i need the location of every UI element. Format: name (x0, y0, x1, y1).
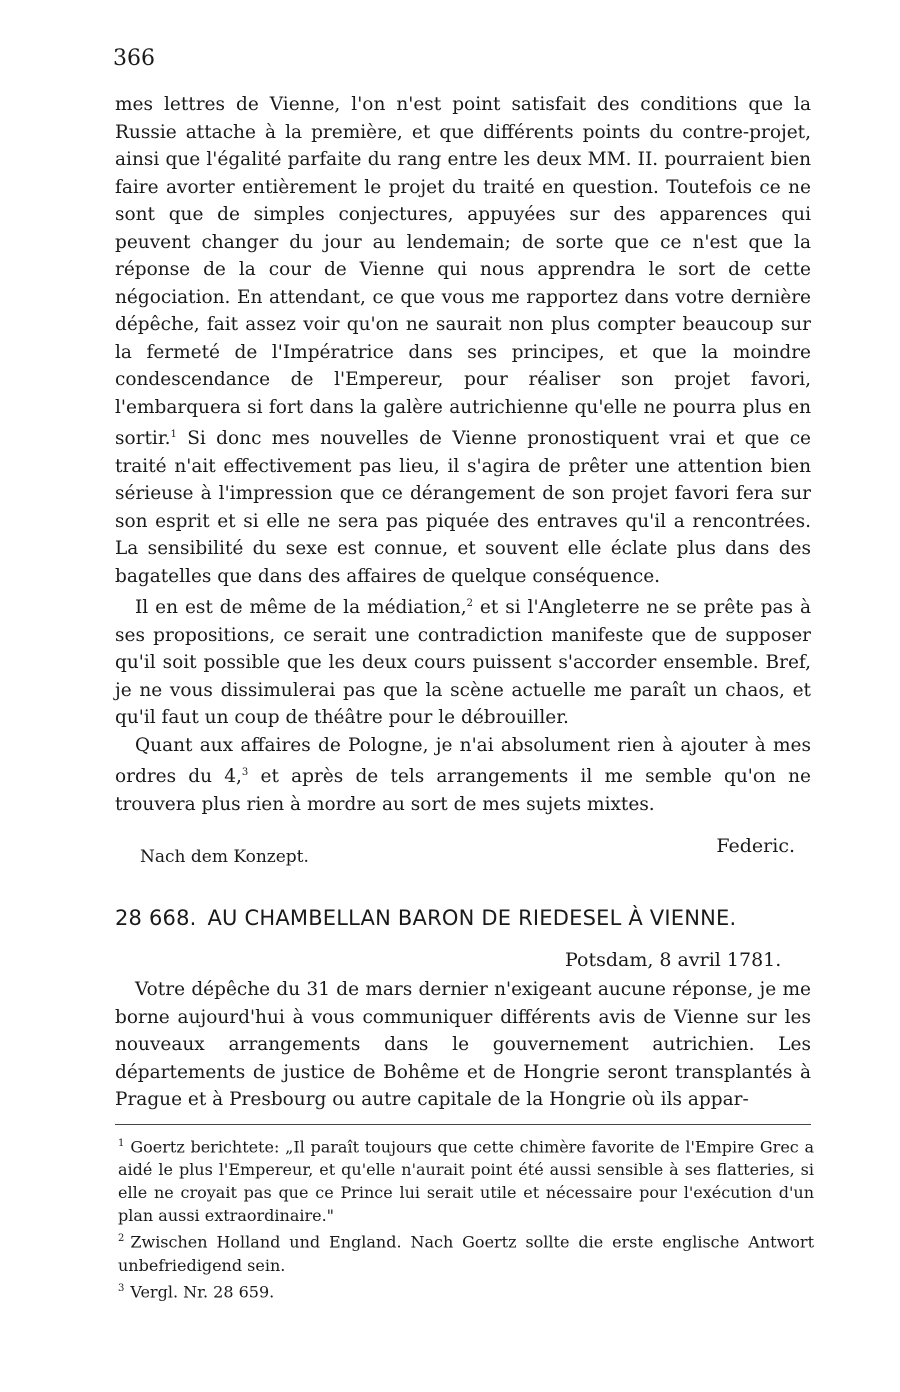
paragraph-1-text: mes lettres de Vienne, l'on n'est point satisfait des conditions que la Russie attache à la première, et que différents points du contre-projet, ainsi que l'égalité parfaite du rang entre les deux MM. II. pourraient bien faire avorter entièrement le projet du traité en question. Toutefois ce ne sont que de simples conjectures, appuyées sur des apparences qui peuvent changer du jour au lendemain; de sorte que ce n'est que la réponse de la cour de Vienne qui nous apprendra le sort de cette négociation. En attendant, ce que vous me rapportez dans votre dernière dépêche, fait assez voir qu'on ne saurait non plus compter beaucoup sur la fermeté de l'Impératrice dans ses principes, et que la moindre condescendance de l'Empereur, pour réaliser son projet favori, l'embarquera si fort dans la galère autrichienne qu'elle ne pourra plus en sortir. (115, 94, 811, 450)
paragraph-1-continued: Si donc mes nouvelles de Vienne pronostiquent vrai et que ce traité n'ait effectivement pas lieu, il s'agira de prêter une attention bien sérieuse à l'impression que ce dérangement de son projet favori fera sur son esprit et si elle ne sera pas piquée des entraves qu'il a rencontrées. La sensibilité du sexe est connue, et souvent elle éclate plus dans des bagatelles que dans des affaires de quelque conséquence. (115, 428, 811, 587)
paragraph-3 (115, 732, 811, 819)
paragraph-2-text-a: Il en est de même de la médiation, (135, 597, 467, 619)
footnote-3-mark: 3 (118, 1282, 125, 1294)
footnote-1 (118, 1132, 814, 1227)
paragraph-3-text-a: Quant aux affaires de Pologne, je n'ai absolument rien à ajouter à mes ordres du 4, (115, 734, 811, 788)
paragraph-3-text-b: et après de tels arrangements il me semble qu'on ne trouvera plus rien à mordre au sort de mes sujets mixtes. (115, 766, 811, 815)
paragraph-2 (115, 590, 811, 732)
letter-heading (115, 906, 736, 930)
page-number: 366 (113, 46, 155, 71)
footnote-separator (115, 1124, 811, 1125)
footnote-2-mark: 2 (118, 1233, 125, 1245)
letter-continuation (115, 91, 811, 818)
footnote-3 (118, 1277, 814, 1303)
footnote-ref-3: 3 (241, 767, 249, 779)
letter-number: 28 668. (115, 906, 197, 930)
footnote-1-mark: 1 (118, 1138, 125, 1149)
paragraph-1 (115, 91, 811, 590)
footnote-ref-2: 2 (466, 598, 473, 610)
dateline: Potsdam, 8 avril 1781. (565, 949, 782, 971)
source-note: Nach dem Konzept. (140, 847, 309, 867)
letter-body (115, 976, 811, 1114)
footnote-ref-1: 1 (170, 429, 177, 440)
footnote-2-text: Zwischen Holland und England. Nach Goertz sollte die erste englische Antwort unbefriedigend sein. (118, 1232, 814, 1275)
letter-title: AU CHAMBELLAN BARON DE RIEDESEL À VIENNE. (207, 906, 737, 930)
footnote-2 (118, 1227, 814, 1276)
signature: Federic. (716, 835, 795, 857)
footnotes (118, 1132, 814, 1303)
paragraph-2-text-b: et si l'Angleterre ne se prête pas à ses propositions, ce serait une contradiction manifeste que de supposer qu'il soit possible que les deux cours puissent s'accorder ensemble. Bref, je ne vous dissimulerai pas que la scène actuelle me paraît un chaos, et qu'il faut un coup de théâtre pour le débrouiller. (115, 597, 812, 729)
footnote-3-text: Vergl. Nr. 28 659. (130, 1281, 275, 1301)
footnote-1-text: Goertz berichtete: „Il paraît toujours que cette chimère favorite de l'Empire Grec a aidé le plus l'Empereur, et qu'elle n'aurait point été aussi sensible à ses flatteries, si elle ne croyait pas que ce Prince lui serait utile et nécessaire pour l'exécution d'un plan aussi extraordinaire." (118, 1137, 814, 1226)
letter-closing (115, 832, 795, 872)
letter-body-paragraph: Votre dépêche du 31 de mars dernier n'exigeant aucune réponse, je me borne aujourd'hui à vous communiquer différents avis de Vienne sur les nouveaux arrangements dans le gouvernement autrichien. Les départements de justice de Bohême et de Hongrie seront transplantés à Prague et à Presbourg ou autre capitale de la Hongrie où ils appar- (115, 979, 811, 1110)
